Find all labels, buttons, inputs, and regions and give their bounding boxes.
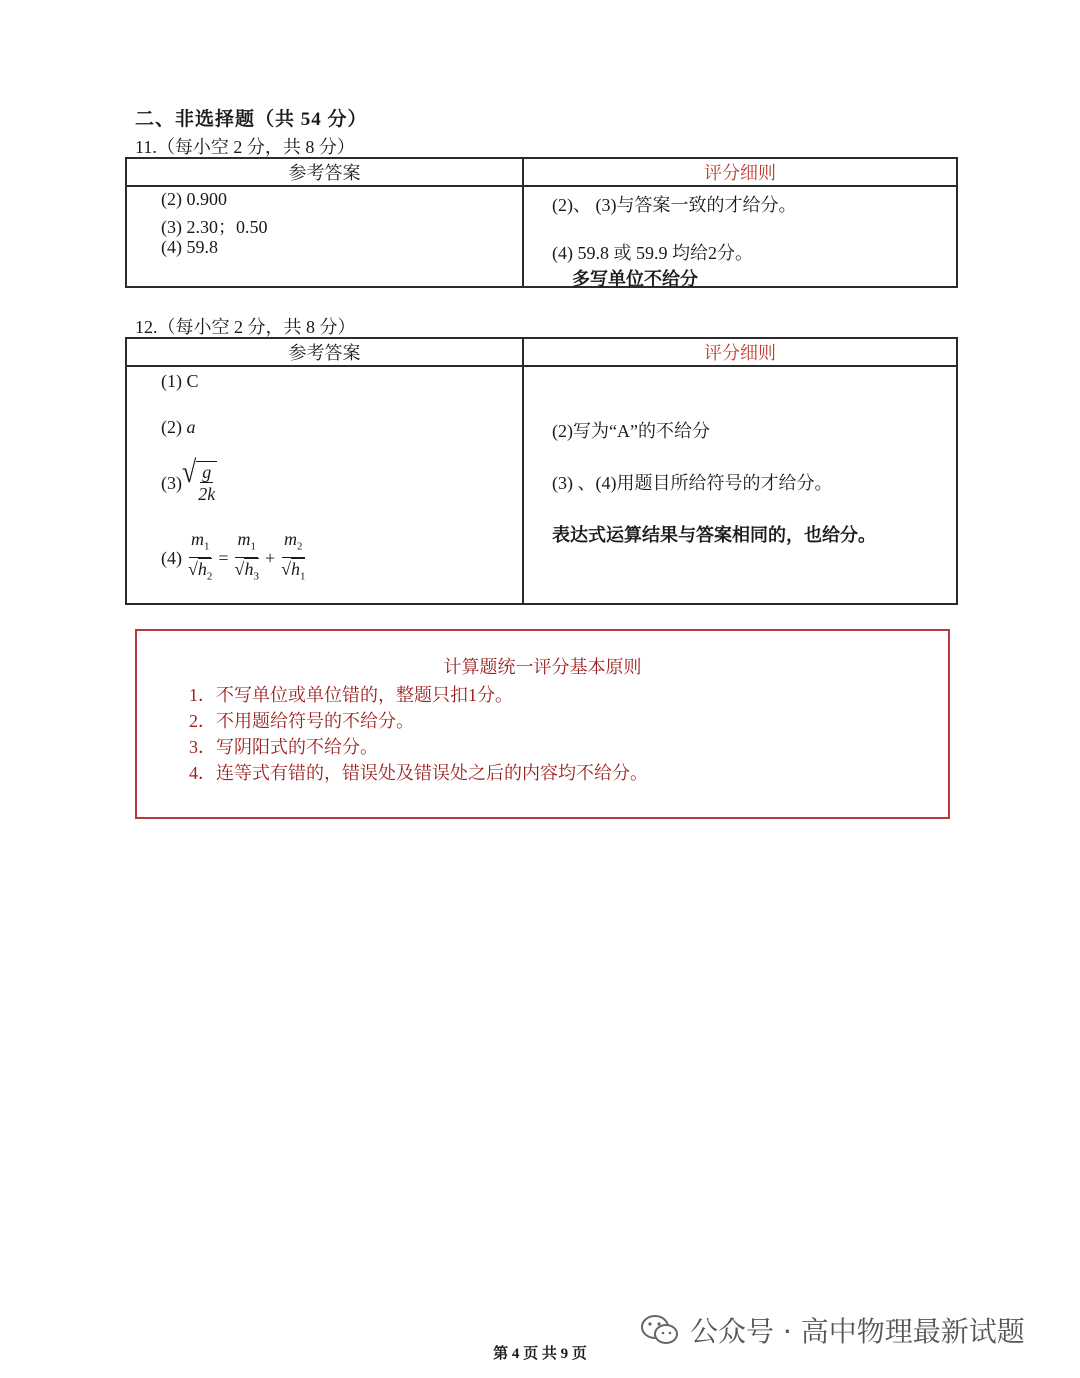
q12-table — [125, 337, 958, 605]
watermark-text: 公众号 · 高中物理最新试题 — [690, 1315, 1025, 1348]
q12-answer-1: (1) C — [161, 371, 199, 391]
q12-header: 12.（每小空 2 分，共 8 分） — [135, 317, 356, 337]
q12-answer-header: 参考答案 — [126, 338, 523, 366]
q11-answer-2: (2) 0.900 — [161, 189, 227, 209]
section-title: 二、非选择题（共 54 分） — [135, 109, 368, 130]
q11-answer-4: (4) 59.8 — [161, 237, 218, 257]
q12-answer-cell — [126, 366, 523, 604]
formula-term-3: $\frac{m_2}{√h_1}$ — [281, 529, 306, 583]
q12-answer-4: (4) $\frac{m_1}{√h_2}$ = $\frac{m_1}{√h_3}$ + $\frac{m_2}{√h_1}$ — [161, 529, 305, 587]
scoring-principles-box — [135, 629, 950, 819]
formula-term-1: $\frac{m_1}{√h_2}$ — [188, 529, 213, 583]
principles-title: 计算题统一评分基本原则 — [443, 657, 642, 677]
q11-answer-3: (3) 2.30；0.50 — [161, 217, 268, 237]
principle-item-1: 1．不写单位或单位错的，整题只扣1分。 — [189, 685, 513, 705]
q11-table — [125, 157, 958, 288]
principle-item-2: 2．不用题给符号的不给分。 — [189, 711, 414, 731]
fraction-formula — [198, 462, 215, 505]
q11-rubric-1: (2)、 (3)与答案一致的才给分。 — [552, 195, 797, 215]
fraction-numerator: g — [202, 462, 212, 482]
q11-rubric-header: 评分细则 — [523, 158, 957, 186]
q12-answer-3-label: (3) — [161, 472, 182, 493]
q12-answer-2 — [161, 417, 196, 438]
principle-item-3: 3．写阴阳式的不给分。 — [189, 737, 378, 757]
principle-item-4: 4．连等式有错的，错误处及错误处之后的内容均不给分。 — [189, 763, 648, 783]
q12-rubric-2: (3) 、(4)用题目所给符号的才给分。 — [552, 473, 833, 493]
q12-answer-3 — [161, 454, 217, 505]
q12-answer-2-var: a — [186, 417, 196, 437]
q12-rubric-header: 评分细则 — [523, 338, 957, 366]
q11-rubric-2: (4) 59.8 或 59.9 均给2分。 — [552, 243, 753, 263]
q11-answer-header: 参考答案 — [126, 158, 523, 186]
q11-header: 11.（每小空 2 分，共 8 分） — [135, 137, 355, 157]
q11-rubric-3: 多写单位不给分 — [572, 269, 698, 289]
q11-rubric-cell — [523, 186, 957, 287]
formula-term-2: $\frac{m_1}{√h_3}$ — [234, 529, 259, 583]
fraction-denominator: 2k — [198, 484, 216, 504]
q11-answer-cell — [126, 186, 523, 287]
page-footer: 第 4 页 共 9 页 — [493, 1346, 587, 1362]
sqrt-formula: √ $\frac{g}{2k}$ — [182, 454, 216, 504]
q12-answer-4-label: (4) — [161, 547, 182, 568]
q12-rubric-cell — [523, 366, 957, 604]
q12-answer-2-label: (2) — [161, 417, 182, 437]
q12-rubric-3: 表达式运算结果与答案相同的，也给分。 — [552, 525, 876, 545]
q12-rubric-1: (2)写为“A”的不给分 — [552, 421, 710, 441]
